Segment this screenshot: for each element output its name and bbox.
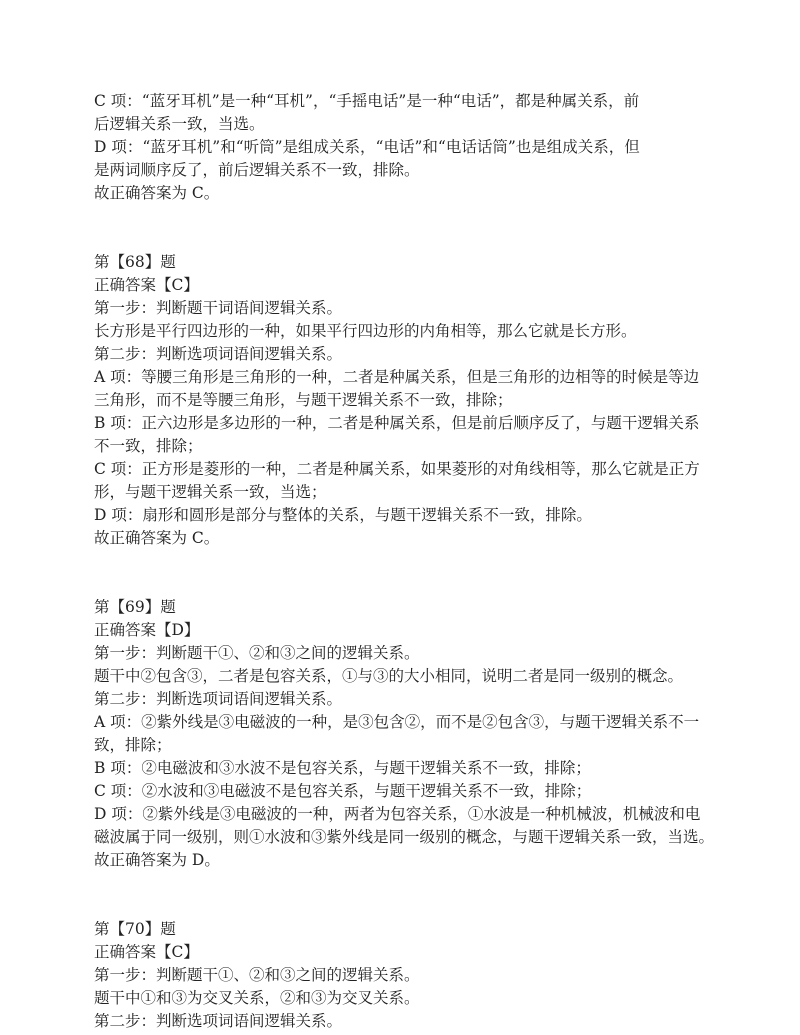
text-line: 故正确答案为 D。 xyxy=(94,851,220,869)
text-line: 题干中①和③为交叉关系，②和③为交叉关系。 xyxy=(94,989,420,1007)
question-heading: 第【68】题 xyxy=(94,253,176,271)
text-line: 第一步：判断题干①、②和③之间的逻辑关系。 xyxy=(94,966,420,984)
text-line: 题干中②包含③，二者是包容关系，①与③的大小相同，说明二者是同一级别的概念。 xyxy=(94,667,684,685)
text-line: 故正确答案为 C。 xyxy=(94,184,220,202)
correct-answer: 正确答案【D】 xyxy=(94,621,200,639)
question-69-answer xyxy=(94,596,724,872)
text-line: 后逻辑关系一致，当选。 xyxy=(94,115,265,133)
text-line: 故正确答案为 C。 xyxy=(94,529,220,547)
question-heading: 第【70】题 xyxy=(94,920,176,938)
text-line: C 项：“蓝牙耳机”是一种“耳机”，“手摇电话”是一种“电话”，都是种属关系，前 xyxy=(94,92,640,110)
text-line: 第二步：判断选项词语间逻辑关系。 xyxy=(94,690,343,708)
text-line: 第一步：判断题干词语间逻辑关系。 xyxy=(94,299,343,317)
question-70-answer xyxy=(94,918,724,1033)
section-gap xyxy=(94,550,724,596)
text-line: 不一致，排除； xyxy=(94,437,203,455)
text-line: B 项：②电磁波和③水波不是包容关系，与题干逻辑关系不一致，排除； xyxy=(94,759,591,777)
text-line: 第二步：判断选项词语间逻辑关系。 xyxy=(94,345,343,363)
text-line: 第一步：判断题干①、②和③之间的逻辑关系。 xyxy=(94,644,420,662)
text-line: B 项：正六边形是多边形的一种，二者是种属关系，但是前后顺序反了，与题干逻辑关系 xyxy=(94,414,700,432)
text-line: C 项：②水波和③电磁波不是包容关系，与题干逻辑关系不一致，排除； xyxy=(94,782,592,800)
text-line: D 项：扇形和圆形是部分与整体的关系，与题干逻辑关系不一致，排除。 xyxy=(94,506,592,524)
question-68-answer xyxy=(94,251,724,550)
text-line: 是两词顺序反了，前后逻辑关系不一致，排除。 xyxy=(94,161,420,179)
section-gap xyxy=(94,205,724,251)
text-line: 致，排除； xyxy=(94,736,172,754)
section-gap xyxy=(94,872,724,918)
text-line: D 项：②紫外线是③电磁波的一种，两者为包容关系，①水波是一种机械波，机械波和电 xyxy=(94,805,701,823)
text-line: A 项：等腰三角形是三角形的一种，二者是种属关系，但是三角形的边相等的时候是等边 xyxy=(94,368,700,386)
text-line: 第二步：判断选项词语间逻辑关系。 xyxy=(94,1012,343,1030)
text-line: 形，与题干逻辑关系一致，当选； xyxy=(94,483,327,501)
text-line: 长方形是平行四边形的一种，如果平行四边形的内角相等，那么它就是长方形。 xyxy=(94,322,637,340)
text-line: A 项：②紫外线是③电磁波的一种，是③包含②，而不是②包含③，与题干逻辑关系不一 xyxy=(94,713,700,731)
text-line: C 项：正方形是菱形的一种，二者是种属关系，如果菱形的对角线相等，那么它就是正方 xyxy=(94,460,700,478)
text-line: 磁波属于同一级别，则①水波和③紫外线是同一级别的概念，与题干逻辑关系一致，当选。 xyxy=(94,828,715,846)
answer-67-continuation xyxy=(94,90,724,205)
correct-answer: 正确答案【C】 xyxy=(94,276,199,294)
text-line: 三角形，而不是等腰三角形，与题干逻辑关系不一致，排除； xyxy=(94,391,513,409)
document-content xyxy=(94,90,724,1033)
correct-answer: 正确答案【C】 xyxy=(94,943,199,961)
question-heading: 第【69】题 xyxy=(94,598,176,616)
text-line: D 项：“蓝牙耳机”和“听筒”是组成关系，“电话”和“电话话筒”也是组成关系，但 xyxy=(94,138,640,156)
